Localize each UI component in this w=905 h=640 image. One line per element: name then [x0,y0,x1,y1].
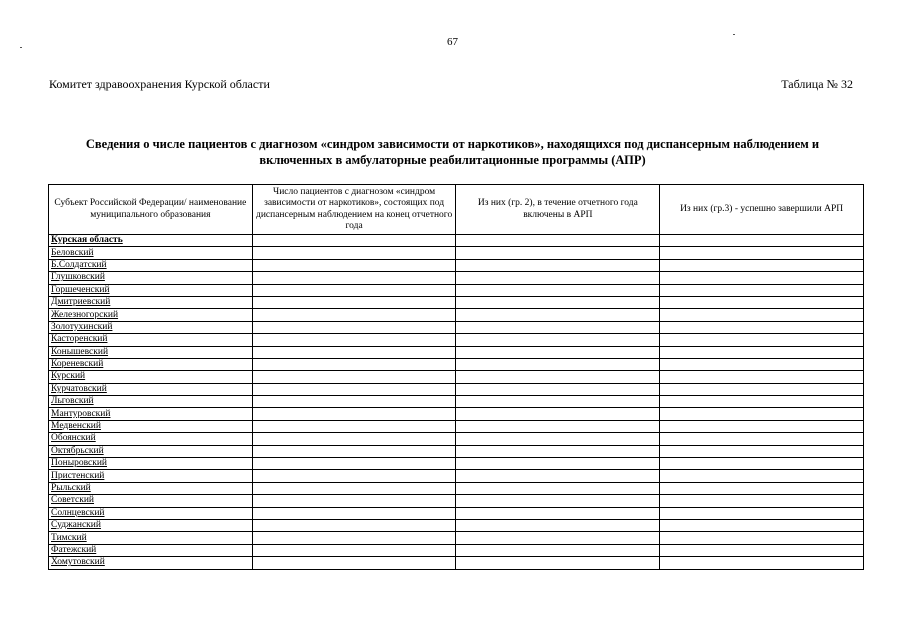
value-cell [660,519,864,531]
value-cell [252,482,456,494]
row-name: Солнцевский [51,507,105,518]
row-name: Поныровский [51,458,108,469]
row-name-cell [49,396,253,408]
row-name: Рыльский [51,483,91,493]
table-number: Таблица № 32 [781,77,853,91]
document-title: Сведения о числе пациентов с диагнозом «синдром зависимости от наркотиков», находящихся под диспансерным наблюдением и включенных в амбулаторные реабилитационные программы (АПР) [85,137,820,167]
value-cell [660,272,864,284]
table-row [49,532,864,544]
value-cell [660,420,864,432]
row-name-cell [49,309,253,321]
value-cell [456,396,660,408]
value-cell [660,408,864,420]
row-name-cell [49,346,253,358]
value-cell [456,557,660,569]
value-cell [252,420,456,432]
row-name: Касторенский [51,334,108,345]
row-name-cell [49,371,253,383]
value-cell [252,309,456,321]
value-cell [660,358,864,370]
value-cell [456,383,660,395]
value-cell [252,445,456,457]
row-name: Медвенский [51,421,101,432]
row-name-cell [49,296,253,308]
row-name-cell [49,247,253,259]
page-number: 67 [447,36,458,48]
row-name-cell [49,557,253,569]
row-name-cell [49,358,253,370]
value-cell [456,408,660,420]
value-cell [660,383,864,395]
value-cell [660,532,864,544]
value-cell [456,284,660,296]
row-name: Горшеченский [51,284,110,295]
table-row [49,371,864,383]
table-row [49,296,864,308]
value-cell [456,309,660,321]
table-row [49,272,864,284]
value-cell [660,235,864,247]
value-cell [252,396,456,408]
value-cell [456,259,660,271]
value-cell [252,235,456,247]
table-row [49,544,864,556]
row-name: Конышевский [51,346,109,357]
table-row [49,557,864,569]
row-name-cell [49,235,253,247]
row-name-cell [49,458,253,470]
value-cell [456,334,660,346]
value-cell [252,557,456,569]
value-cell [456,433,660,445]
row-name: Пристенский [51,470,105,481]
table-row [49,482,864,494]
value-cell [252,507,456,519]
value-cell [660,396,864,408]
value-cell [660,458,864,470]
row-name-cell [49,507,253,519]
value-cell [456,272,660,284]
row-name-cell [49,519,253,531]
value-cell [456,532,660,544]
value-cell [252,358,456,370]
row-name: Суджанский [51,520,101,531]
row-name-cell [49,420,253,432]
value-cell [456,235,660,247]
row-name-cell [49,259,253,271]
scan-speck [733,34,735,35]
value-cell [456,321,660,333]
column-header-included-arp: Из них (гр. 2), в течение отчетного года включены в АРП [456,185,660,235]
row-name: Железногорский [51,309,119,320]
value-cell [252,272,456,284]
row-name-cell [49,334,253,346]
value-cell [252,470,456,482]
value-cell [456,420,660,432]
value-cell [252,334,456,346]
value-cell [456,296,660,308]
table-row [49,445,864,457]
table-row [49,259,864,271]
row-name: Беловский [51,247,94,258]
row-name: Глушковский [51,272,105,283]
value-cell [456,458,660,470]
row-name-cell [49,544,253,556]
value-cell [252,433,456,445]
organization-name: Комитет здравоохранения Курской области [49,77,270,91]
value-cell [456,495,660,507]
table-row [49,470,864,482]
row-name: Советский [51,495,95,506]
data-table [48,184,864,570]
row-name: Кореневский [51,359,104,370]
value-cell [660,321,864,333]
row-name-cell [49,482,253,494]
table-row [49,309,864,321]
value-cell [252,519,456,531]
value-cell [660,482,864,494]
table-row [49,433,864,445]
value-cell [660,507,864,519]
row-name: Б.Солдатский [51,259,107,270]
row-name: Льговский [51,396,94,407]
table-row [49,247,864,259]
value-cell [252,259,456,271]
row-name: Дмитриевский [51,297,111,308]
row-name-cell [49,321,253,333]
scan-speck [20,47,22,48]
table-body [49,235,864,570]
value-cell [252,383,456,395]
row-name: Курская область [51,235,123,246]
value-cell [660,259,864,271]
row-name-cell [49,383,253,395]
value-cell [456,445,660,457]
value-cell [660,346,864,358]
row-name-cell [49,284,253,296]
table-header-row [49,185,864,235]
row-name-cell [49,470,253,482]
value-cell [660,470,864,482]
value-cell [456,507,660,519]
value-cell [456,519,660,531]
value-cell [660,309,864,321]
row-name: Октябрьский [51,445,104,456]
row-name-cell [49,445,253,457]
row-name: Обоянский [51,433,96,444]
value-cell [252,284,456,296]
column-header-subject: Субъект Российской Федерации/ наименование муниципального образования [49,185,253,235]
column-header-patients: Число пациентов с диагнозом «синдром зависимости от наркотиков», состоящих под диспансерным наблюдением на конец отчетного года [252,185,456,235]
table-row [49,321,864,333]
value-cell [252,408,456,420]
row-name: Фатежский [51,544,97,555]
value-cell [660,495,864,507]
row-name: Курчатовский [51,383,107,394]
value-cell [660,544,864,556]
row-name-cell [49,495,253,507]
value-cell [456,247,660,259]
row-name: Тимский [51,532,87,543]
table-row [49,408,864,420]
row-name-cell [49,532,253,544]
value-cell [252,371,456,383]
table-row [49,334,864,346]
row-name: Мантуровский [51,408,111,419]
value-cell [660,284,864,296]
table-row [49,235,864,247]
value-cell [252,495,456,507]
value-cell [456,358,660,370]
value-cell [252,247,456,259]
table-row [49,519,864,531]
table-row [49,284,864,296]
value-cell [252,321,456,333]
column-header-completed-arp: Из них (гр.3) - успешно завершили АРП [660,185,864,235]
table-row [49,346,864,358]
value-cell [660,433,864,445]
row-name-cell [49,272,253,284]
value-cell [252,532,456,544]
value-cell [660,557,864,569]
value-cell [252,544,456,556]
table-row [49,458,864,470]
row-name: Курский [51,371,86,382]
value-cell [660,371,864,383]
row-name: Хомутовский [51,557,105,568]
table-row [49,495,864,507]
value-cell [456,346,660,358]
value-cell [252,458,456,470]
value-cell [456,470,660,482]
row-name-cell [49,408,253,420]
row-name-cell [49,433,253,445]
value-cell [660,296,864,308]
row-name: Золотухинский [51,321,113,332]
value-cell [456,544,660,556]
table-row [49,358,864,370]
value-cell [252,296,456,308]
value-cell [660,247,864,259]
value-cell [252,346,456,358]
table-row [49,383,864,395]
value-cell [456,482,660,494]
value-cell [456,371,660,383]
table-row [49,507,864,519]
value-cell [660,334,864,346]
table-row [49,396,864,408]
value-cell [660,445,864,457]
table-row [49,420,864,432]
